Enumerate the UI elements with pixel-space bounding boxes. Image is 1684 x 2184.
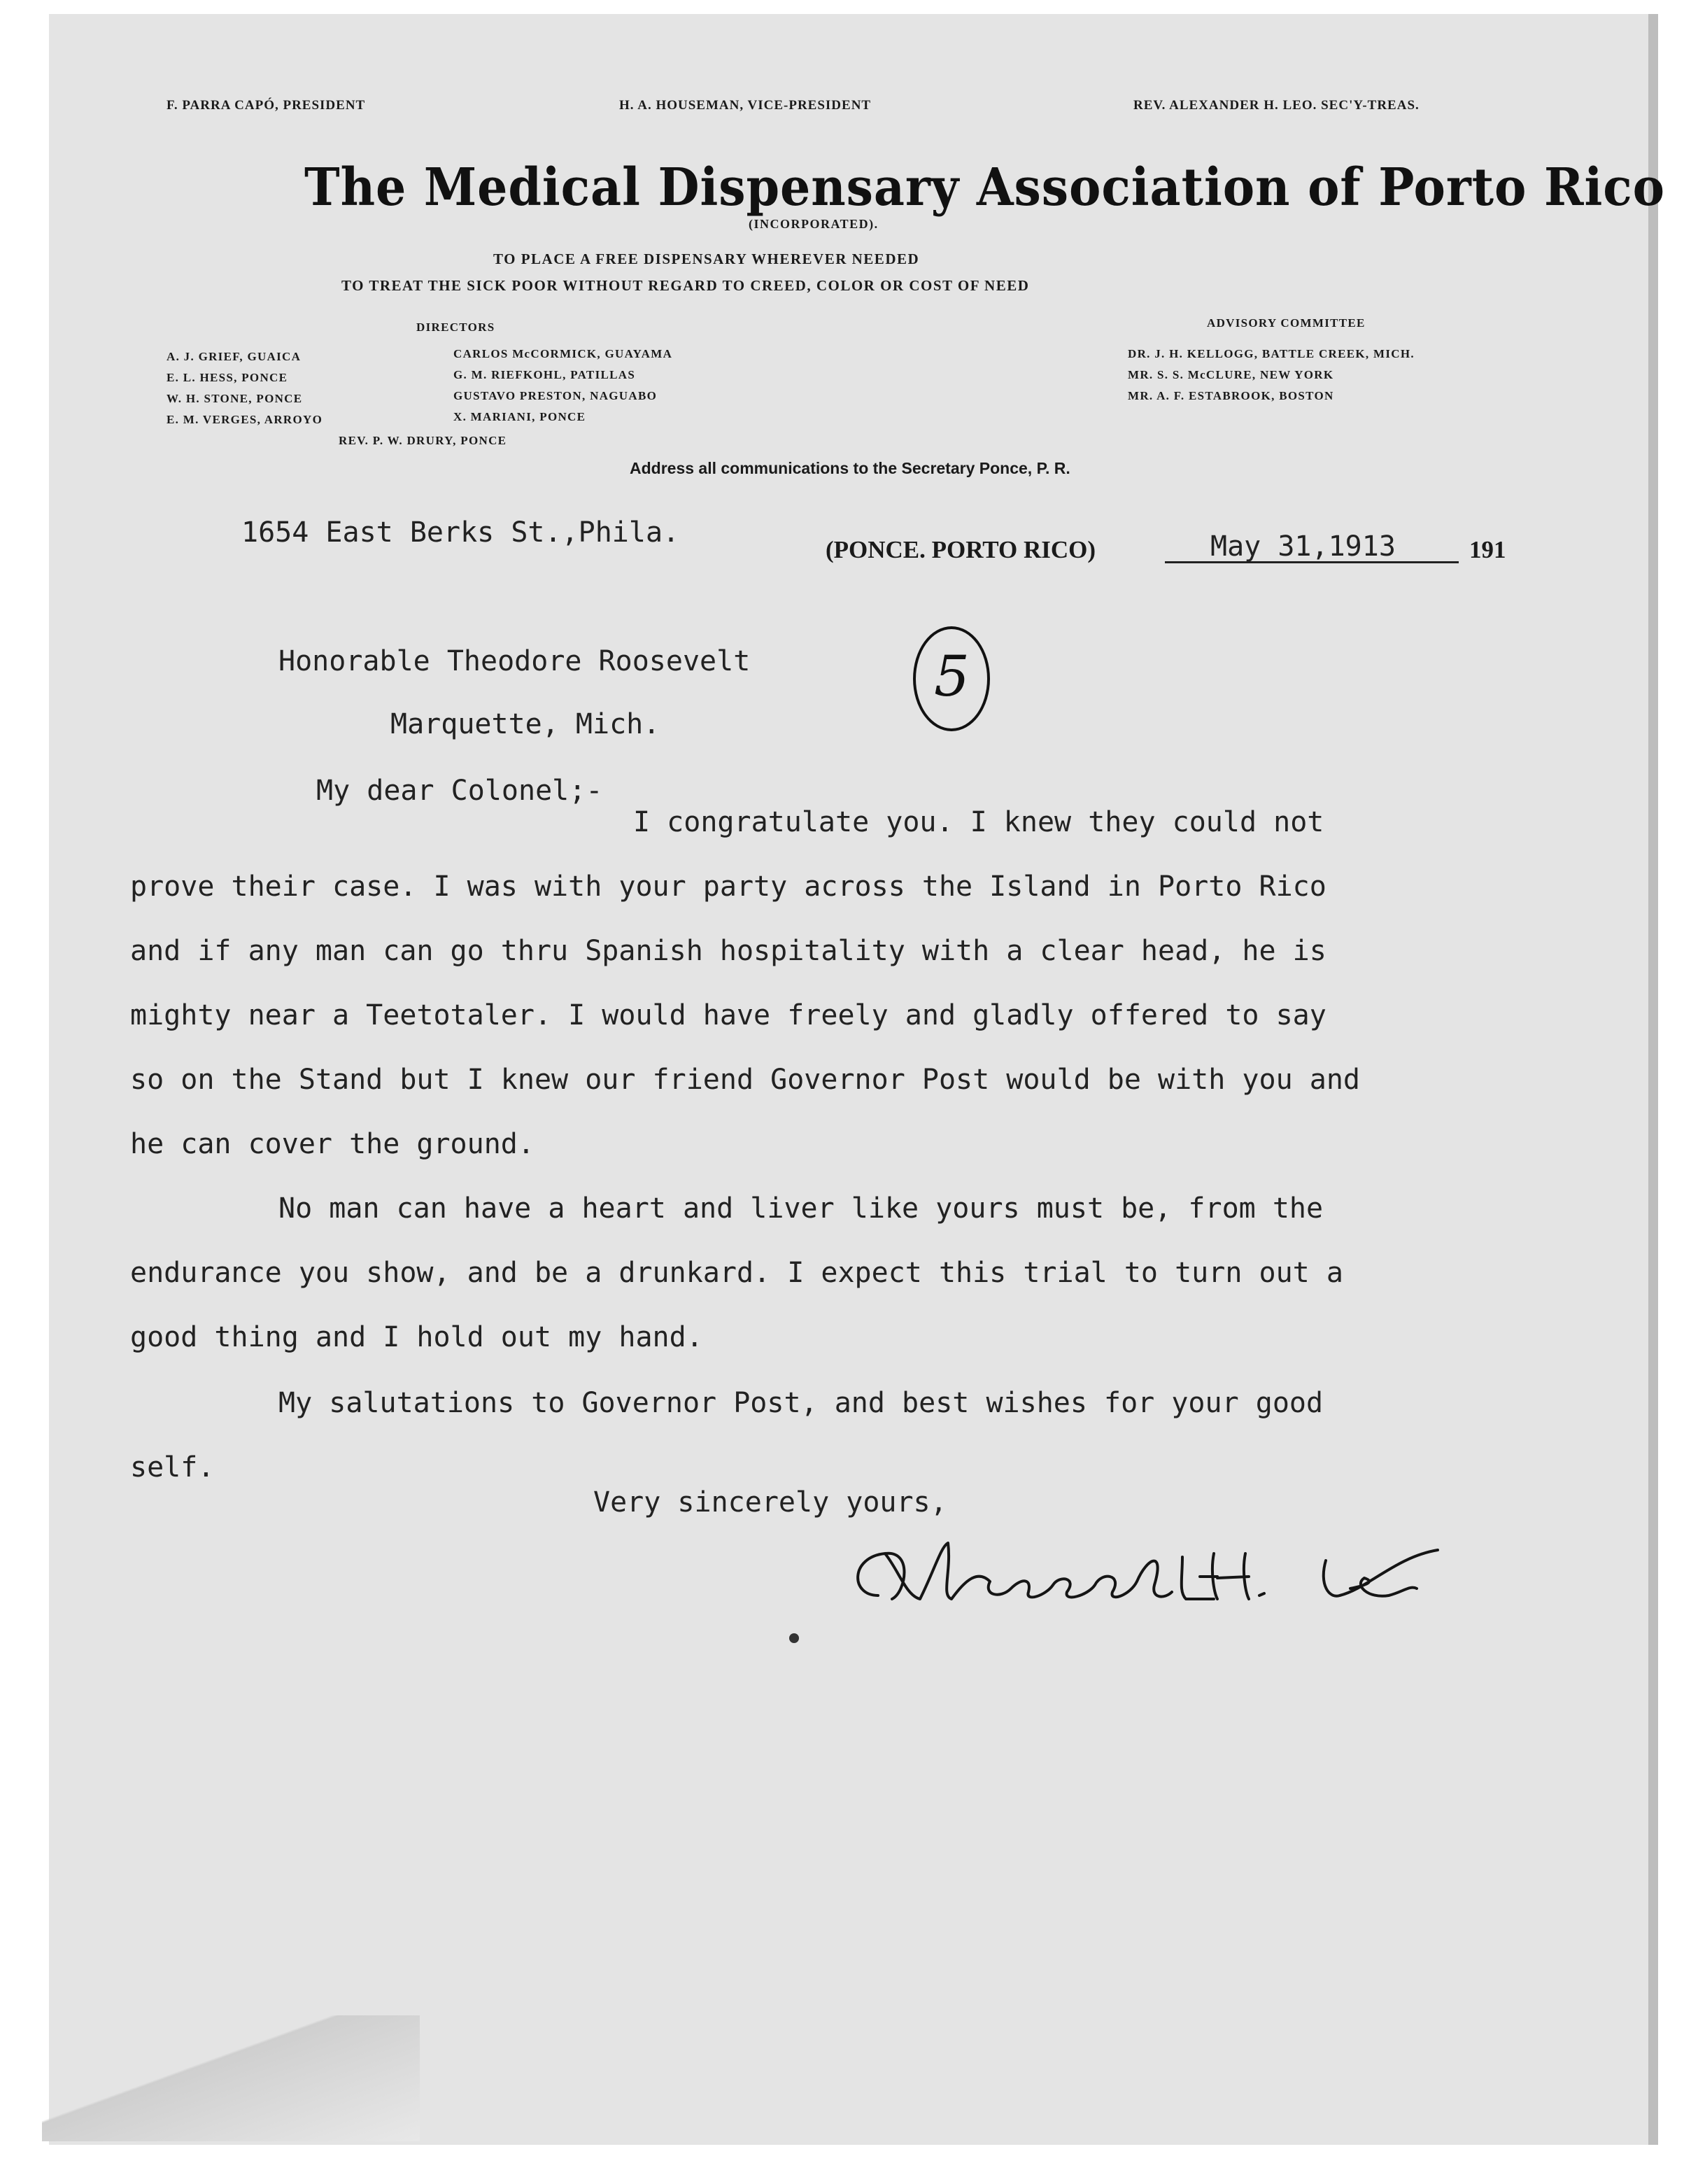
director-entry: GUSTAVO PRESTON, NAGUABO [453, 389, 658, 402]
body-line: good thing and I hold out my hand. [130, 1321, 703, 1353]
body-line: so on the Stand but I knew our friend Governor Post would be with you and [130, 1064, 1360, 1096]
director-entry: REV. P. W. DRURY, PONCE [339, 434, 507, 447]
closing: Very sincerely yours, [593, 1486, 947, 1519]
advisory-entry: DR. J. H. KELLOGG, BATTLE CREEK, MICH. [1128, 347, 1415, 360]
director-entry: X. MARIANI, PONCE [453, 410, 586, 423]
letterhead-title: The Medical Dispensary Association of Porto Rico [304, 157, 1665, 218]
officer-secretary: REV. ALEXANDER H. LEO. SEC'Y-TREAS. [1133, 98, 1420, 113]
body-line: mighty near a Teetotaler. I would have freely and gladly offered to say [130, 999, 1326, 1031]
mission-line-1: TO PLACE A FREE DISPENSARY WHEREVER NEEDED [493, 251, 920, 267]
body-line: No man can have a heart and liver like yours must be, from the [278, 1192, 1324, 1225]
officer-president: F. PARRA CAPÓ, PRESIDENT [167, 98, 366, 113]
mission-line-2: TO TREAT THE SICK POOR WITHOUT REGARD TO CREED, COLOR OR COST OF NEED [341, 277, 1030, 294]
officer-vice-president: H. A. HOUSEMAN, VICE-PRESIDENT [619, 98, 872, 113]
page-curl [42, 2015, 420, 2141]
body-line: he can cover the ground. [130, 1128, 535, 1160]
body-line: and if any man can go thru Spanish hospitality with a clear head, he is [130, 935, 1326, 967]
director-entry: CARLOS McCORMICK, GUAYAMA [453, 347, 673, 360]
ink-spot [789, 1633, 799, 1643]
advisory-heading: ADVISORY COMMITTEE [1207, 316, 1366, 330]
sender-address: 1654 East Berks St.,Phila. [241, 516, 680, 549]
signature [836, 1529, 1452, 1627]
director-entry: G. M. RIEFKOHL, PATILLAS [453, 368, 636, 381]
salutation: My dear Colonel;- [316, 775, 603, 807]
advisory-entry: MR. S. S. McCLURE, NEW YORK [1128, 368, 1334, 381]
director-entry: W. H. STONE, PONCE [167, 392, 303, 405]
director-entry: E. M. VERGES, ARROYO [167, 413, 323, 426]
year-prefix: 191 [1469, 536, 1506, 563]
directors-heading: DIRECTORS [416, 320, 495, 334]
annotation-number: 5 [934, 644, 970, 709]
body-line: I congratulate you. I knew they could not [633, 806, 1324, 838]
director-entry: A. J. GRIEF, GUAICA [167, 350, 302, 363]
body-line: endurance you show, and be a drunkard. I expect this trial to turn out a [130, 1257, 1343, 1289]
body-line: prove their case. I was with your party across the Island in Porto Rico [130, 871, 1326, 903]
letter-date: May 31,1913 [1210, 530, 1396, 563]
body-line: My salutations to Governor Post, and best wishes for your good [278, 1387, 1324, 1419]
recipient-name: Honorable Theodore Roosevelt [278, 645, 751, 677]
place-line: (PONCE. PORTO RICO) [826, 536, 1096, 563]
advisory-entry: MR. A. F. ESTABROOK, BOSTON [1128, 389, 1334, 402]
recipient-place: Marquette, Mich. [390, 708, 660, 740]
incorporated-note: (INCORPORATED). [749, 217, 879, 231]
body-line: self. [130, 1451, 215, 1484]
director-entry: E. L. HESS, PONCE [167, 371, 288, 384]
address-note: Address all communications to the Secretary Ponce, P. R. [630, 459, 1070, 477]
